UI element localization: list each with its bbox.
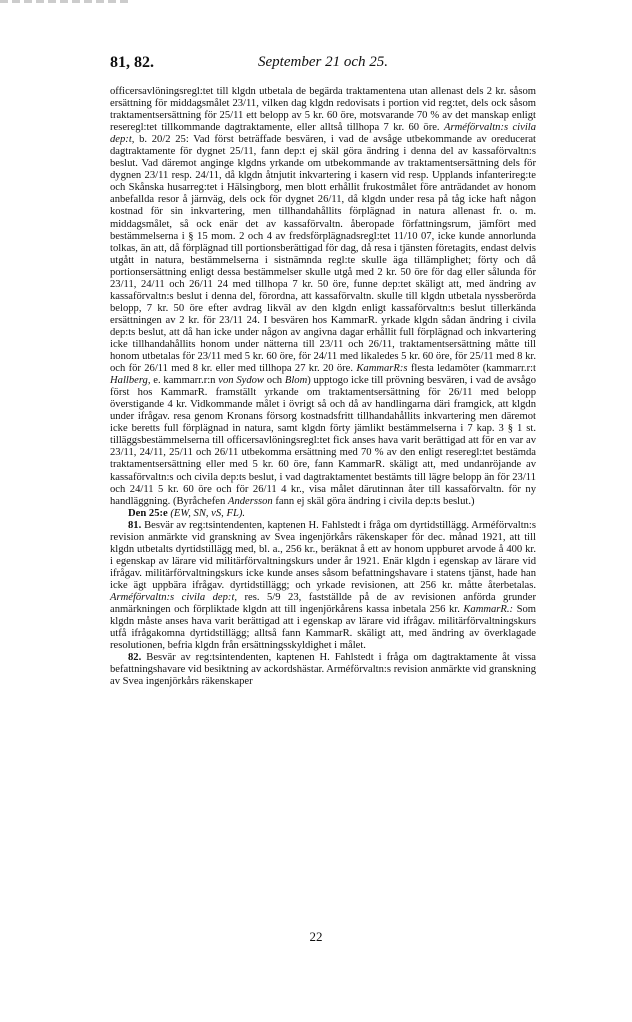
date-range: September 21 och 25. <box>258 54 388 70</box>
page-number: 22 <box>309 929 323 944</box>
case-82: 82. Besvär av reg:tsintendenten, kaptenen H. Fahlstedt i fråga om dagtraktamente åt vissa befattningshavare vid besiktning av ackordshästar. Arméförvaltn:s revision anmärkte vid granskning av Svea ingenjörkårs räkenskaper <box>110 652 536 688</box>
court-session-heading: Den 25:e (EW, SN, vS, FL). <box>128 507 246 519</box>
section-numbers: 81, 82. <box>110 54 154 71</box>
scan-artifact <box>0 0 130 3</box>
paragraph-continued: officersavlöningsregl:tet till klgdn utbetala de begärda traktamentena utan allenast dels 2 kr. såsom ersättning för middagsmålet 23/11, vilken dag klgdn redovisats i portion vid reg:tet, dels ock såsom traktamentsersättning för 25/11 ett belopp av 5 kr. 60 öre, motsvarande 70 % av det manskap enligt reseregl:tet tillkommande dagtraktamente, eller alltså tillhopa 7 kr. 60 öre. Arméförvaltn:s civila dep:t, b. 20/2 25: Vad först beträffade besvären, i vad de avsåge utbekommande av oreducerat dagtraktamente för dygnet 25/11, fann dep:t ej skäl göra ändring i denna del av kassaförvaltn:s beslut. Vad däremot anginge klgdns yrkande om utbekommande av traktamentsersättning dels för dygnen 23/11 resp. 24/11, då klgdn åtnjutit inkvartering i kasern vid resp. Upplands infanterireg:te och Skånska husarreg:tet i Hälsingborg, men blott erhållit frukostmålet före anträdandet av honom anbefallda resor å järnväg, dels ock för dygnet 26/11, då klgdn under resa på tåg icke haft någon kostnad för sin inkvartering, men tillhandahållits förplägnad in natura allenast fr. o. m. middagsmålet, så ock enär det av kassaförvaltn. åberopade författningsrum, jämfört med bestämmelserna i § 15 mom. 2 och 4 av fredsförplägnadsregl:tet 11/10 07, icke kunde annorlunda tolkas, än att, då förplägnad till portionsberättigad för dag, då resa i tjänsten företagits, endast delvis utgått in natura, bestämmelserna i sistnämnda regl:te skulle äga tillämplighet; förty och då portionsersättning enligt dessa bestämmelser skulle utgå med 2 kr. 50 öre för dag eller sålunda för 23/11, 24/11 och 26/11 24 med tillhopa 7 kr. 50 öre, funne dep:tet skäligt att, med ändring av kassaförvaltn:s beslut i denna del, förordna, att kassaförvaltn. skulle till klgdn utbetala nyssberörda belopp, 7 kr. 50 öre efter avdrag likväl av den klgdn enligt kassaförvaltn:s beslut tillerkända ersättningen av 2 kr. för 23/11 24. I besvären hos KammarR. yrkade klgdn sådan ändring i civila dep:ts beslut, att då han icke under någon av angivna dagar erhållit full förplägnad och inkvartering icke tillhandahållits honom under nätterna till 23/11 och 26/11, traktamentsersättning måtte till honom utbetalas för 23/11 med 5 kr. 60 öre, för 24/11 med likaledes 5 kr. 60 öre, för 25/11 med 8 kr. och för 26/11 med 8 kr. eller med tillhopa 27 kr. 20 öre. KammarR:s flesta ledamöter (kammarr.r:t Hallberg, e. kammarr.r:n von Sydow och Blom) upptogo icke till prövning besvären, i vad de avsågo först hos KammarR. framställt yrkande om traktamentsersättning för 26/11 med belopp överstigande 4 kr. Vidkommande målet i övrigt så och då av handlingarna däri framgick, att klgdn under ifrågav. resa genom Kronans försorg kostnadsfritt tillhandahållits inkvartering men däremot icke beretts full förplägnad in natura, samt klgdn förty jämlikt bestämmelserna i 7 kap. 3 § 1 st. tilläggsbestämmelserna till officersavlöningsregl:tet fick anses hava varit berättigad att för en var av 23/11, 24/11, 25/11 och 26/11 utbekomma ersättning med 70 % av den enligt reseregl:tet bestämda traktamentsersättning eller med 5 kr. 60 öre, fann KammarR. skäligt att, med undanröjande av kassaförvaltn:s och civila dep:ts beslut, i vad dagtraktamentet bestämts till lägre belopp än för 23/11 och 24/11 5 kr. 60 öre och för 26/11 4 kr., visa målet därutinnan åter till kassaförvaltn. för ny handläggning. (Byråchefen Andersson fann ej skäl göra ändring i civila dep:ts beslut.) <box>110 86 537 507</box>
page-header <box>110 54 536 76</box>
body-text <box>110 86 536 688</box>
case-number: 81. <box>128 519 142 531</box>
case-number: 82. <box>128 652 142 664</box>
case-81: 81. Besvär av reg:tsintendenten, kaptenen H. Fahlstedt i fråga om dyrtidstillägg. Arméförvaltn:s revision anmärkte vid granskning av Svea ingenjörkårs räkenskaper för dec. månad 1921, att till klgdn utbetalts dyrtidstillägg med, bl. a., 256 kr., beräknat å ett av honom uppburet arvode å 400 kr. i egenskap av lärare vid militärförvaltningskurs under år 1921. Enär klgdn i egenskap av lärare vid ifrågav. militärförvaltningskurs icke kunde anses såsom befattningshavare i statens tjänst, hade han icke ägt uppbära ifrågav. dyrtidstillägg; och yrkade revisionen, att 256 kr. måtte återbetalas. Arméförvaltn:s civila dep:t, res. 5/9 23, fastställde på de av revisionen anförda grunder anmärkningen och förpliktade klgdn att till ingenjörkårens kassa inbetala 256 kr. KammarR.: Som klgdn måste anses hava varit berättigad att i egenskap av lärare vid ifrågav. militärförvaltningskurs utfå ifrågakomna dyrtidstillägg; alltså fann KammarR. skäligt att, med ändring av överklagade resolutionen, befria klgdn från ersättningsskyldighet i målet. <box>110 519 536 652</box>
